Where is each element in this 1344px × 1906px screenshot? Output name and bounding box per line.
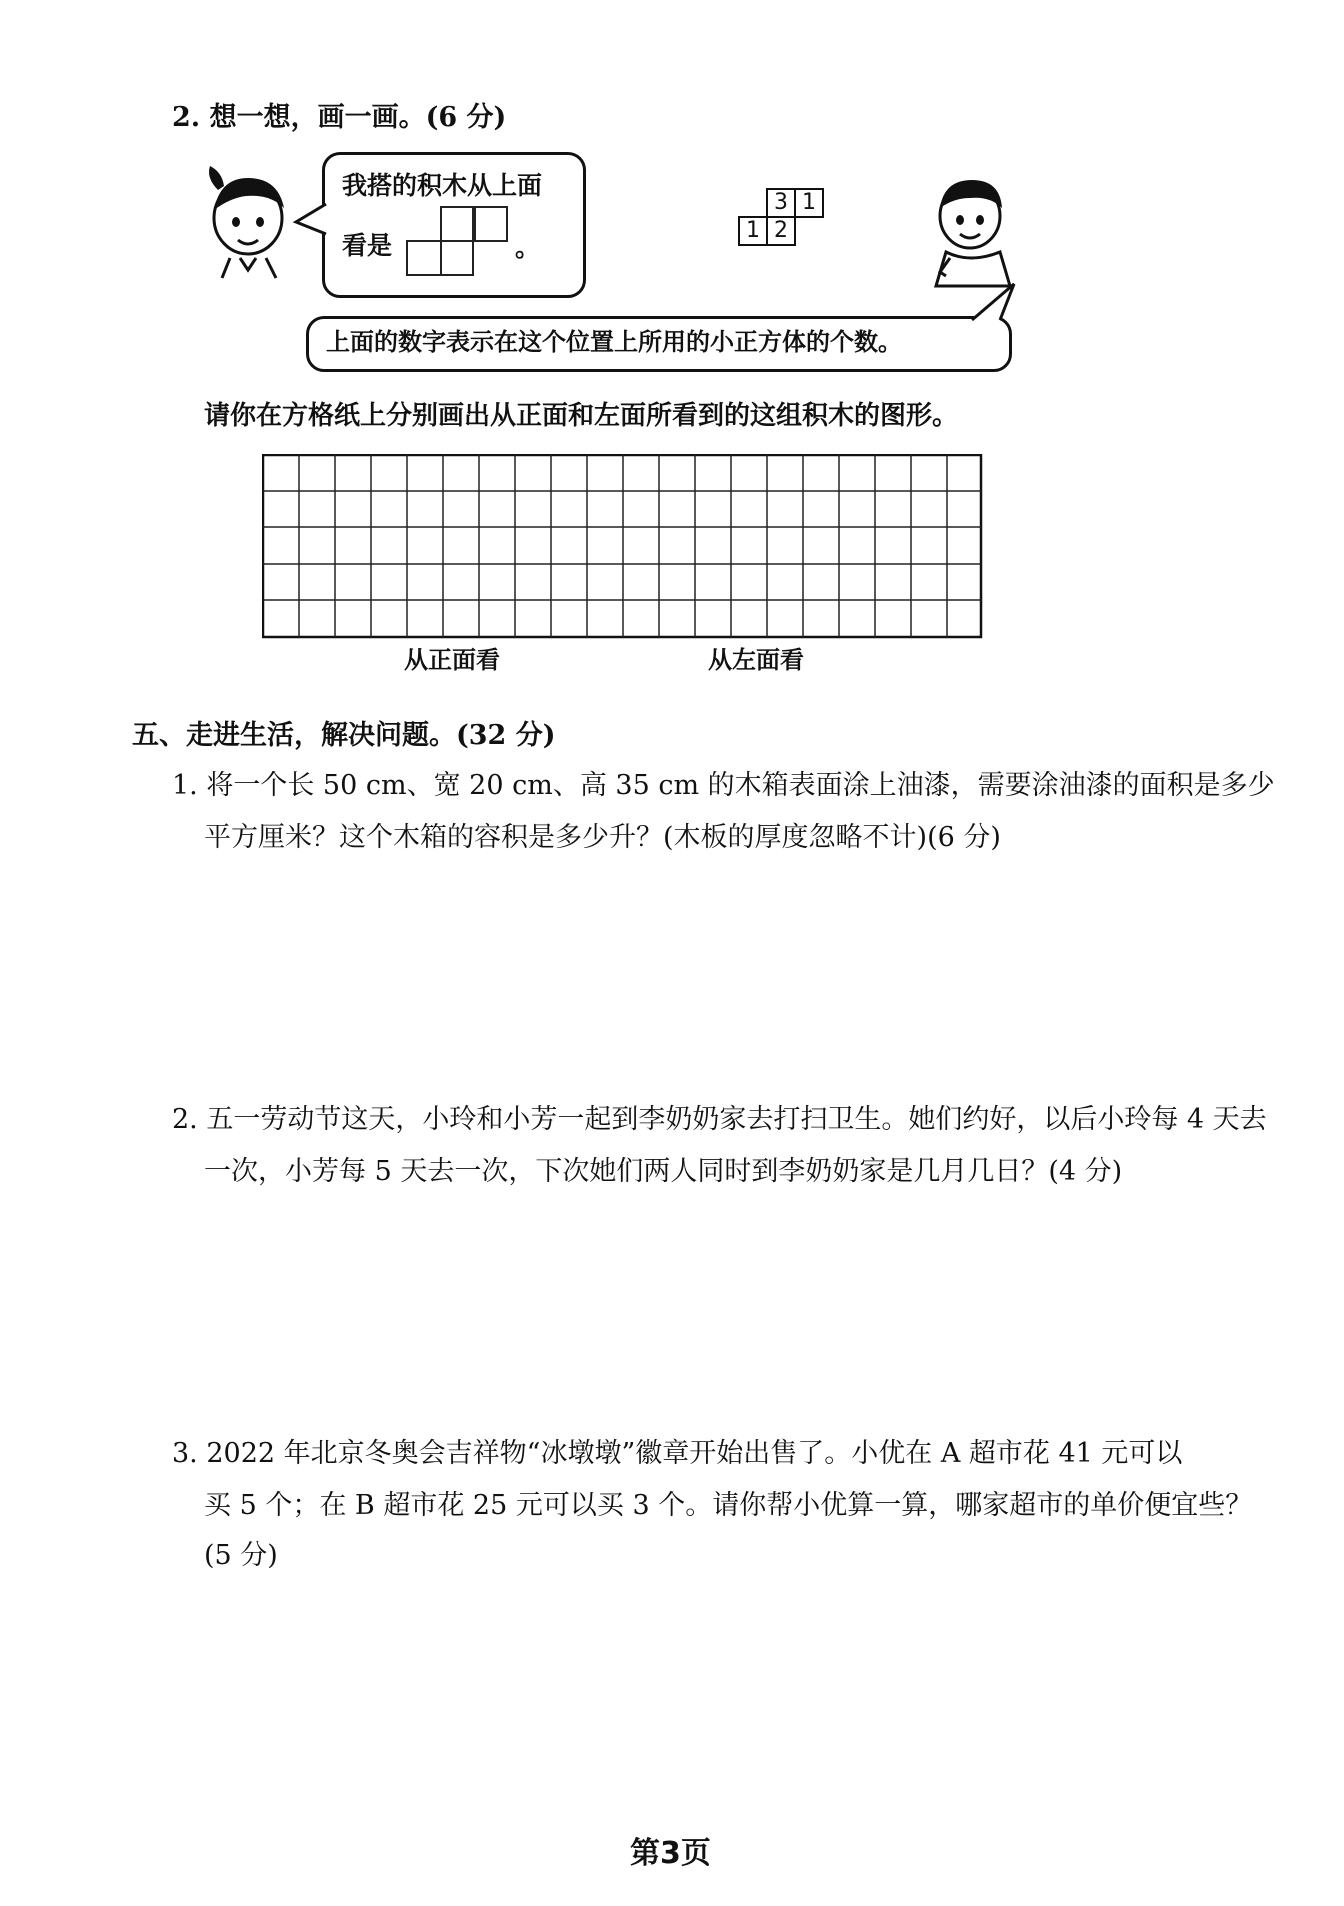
label-front-view: 从正面看 [404, 645, 500, 674]
number-cell: 2 [766, 216, 796, 246]
number-cell: 1 [738, 216, 768, 246]
bubble-tail [970, 280, 1020, 324]
boy-speech: 上面的数字表示在这个位置上所用的小正方体的个数。 [326, 327, 902, 356]
problem-1-cont: 平方厘米？这个木箱的容积是多少升？(木板的厚度忽略不计)(6 分) [204, 822, 1001, 853]
girl-illustration [200, 160, 300, 280]
problem-3-cont: 买 5 个；在 B 超市花 25 元可以买 3 个。请你帮小优算一算，哪家超市的单价便宜些？ [204, 1490, 1253, 1521]
page-number: 第3页 [630, 1836, 711, 1871]
girl-speech-end: 。 [515, 233, 541, 262]
bubble-tail [292, 200, 328, 240]
top-view-cell [440, 240, 474, 276]
problem-3-score: (5 分) [204, 1540, 278, 1571]
problem-2-cont: 一次，小芳每 5 天去一次，下次她们两人同时到李奶奶家是几月几日？(4 分) [204, 1156, 1123, 1187]
label-left-view: 从左面看 [708, 645, 804, 674]
top-view-cell [474, 206, 508, 242]
problem-2: 2. 五一劳动节这天，小玲和小芳一起到李奶奶家去打扫卫生。她们约好，以后小玲每 4 天去 [172, 1104, 1267, 1135]
top-view-cell [440, 206, 474, 242]
draw-instruction: 请你在方格纸上分别画出从正面和左面所看到的这组积木的图形。 [204, 401, 959, 431]
number-cell: 1 [794, 188, 824, 218]
problem-1: 1. 将一个长 50 cm、宽 20 cm、高 35 cm 的木箱表面涂上油漆，需要涂油漆的面积是多少 [172, 770, 1275, 801]
problem-3: 3. 2022 年北京冬奥会吉祥物“冰墩墩”徽章开始出售了。小优在 A 超市花 41 元可以 [172, 1438, 1183, 1469]
boy-illustration [920, 168, 1030, 288]
girl-speech-line1: 我搭的积木从上面 [342, 171, 543, 200]
girl-speech-line2: 看是 [342, 231, 393, 260]
question-title: 2. 想一想，画一画。(6 分) [172, 102, 507, 133]
section-title: 五、走进生活，解决问题。(32 分) [132, 720, 556, 751]
top-view-cell [406, 240, 442, 276]
number-cell: 3 [766, 188, 796, 218]
square-grid-paper [262, 454, 984, 640]
